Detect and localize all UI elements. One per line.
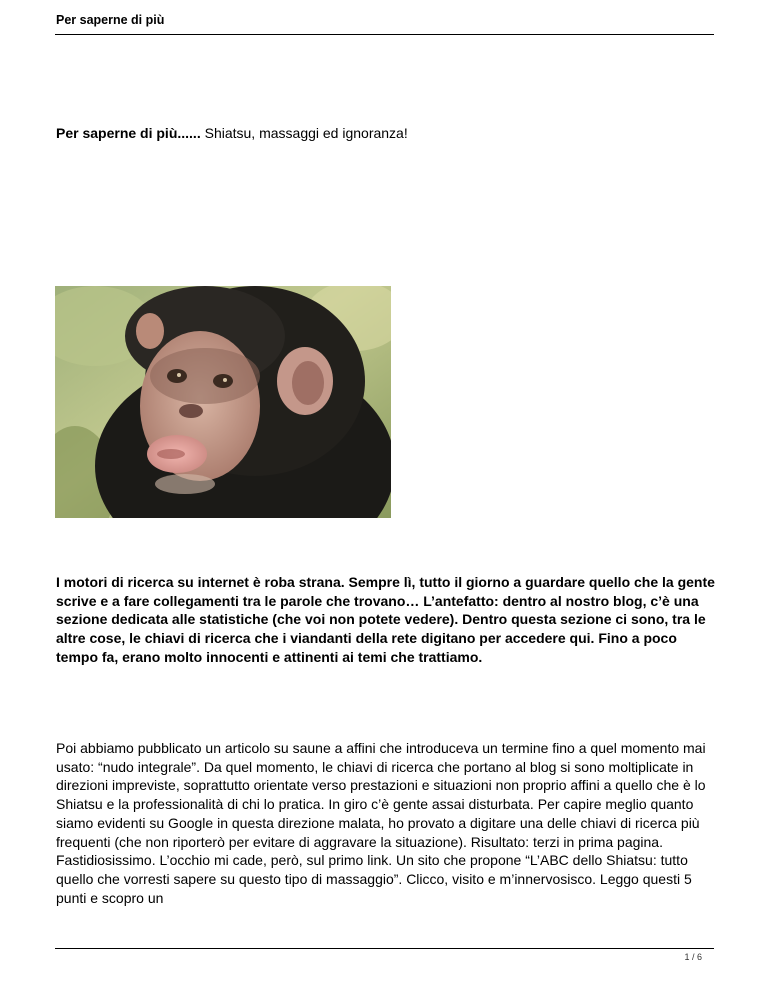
post-title-bold: Per saperne di più...... (56, 125, 201, 141)
page-number: 1 / 6 (684, 952, 702, 962)
chimpanzee-photo (55, 286, 391, 518)
article-body: Poi abbiamo pubblicato un articolo su saune a affini che introduceva un termine fino a quel momento mai usato: “nudo integrale”. Da quel momento, le chiavi di ricerca che portano al blog si sono moltiplicate in direzioni impreviste, soprattutto orientate verso prestazioni e situazioni non proprio affini a quello che è lo Shiatsu e la professionalità di chi lo pratica. In giro c’è gente assai disturbata. Per capire meglio quanto siamo evidenti su Google in questa direzione malata, ho provato a digitare una delle chiavi di ricerca più frequenti (che non riporterò per evitare di aggravare la situazione). Risultato: terzi in prima pagina. Fastidiosissimo. L’occhio mi cade, però, sul primo link. Un sito che propone “L’ABC dello Shiatsu: tutto quello che vorresti sapere su questo tipo di massaggio”. Clicco, visito e m’innervosisco. Leggo questi 5 punti e scopro un (56, 740, 706, 906)
footer-divider (55, 948, 714, 949)
page-header-title: Per saperne di più (56, 13, 165, 27)
article-intro: I motori di ricerca su internet è roba strana. Sempre lì, tutto il giorno a guardare quello che la gente scrive e a fare collegamenti tra le parole che trovano… L’antefatto: dentro al nostro blog, c’è una sezione dedicata alle statistiche (che voi non potete vedere). Dentro questa sezione ci sono, tra le altre cose, le chiavi di ricerca che i viandanti della rete digitano per accedere qui. Fino a poco tempo fa, erano molto innocenti e attinenti ai temi che trattiamo. (56, 574, 715, 665)
header-divider (55, 34, 714, 35)
post-title-rest: Shiatsu, massaggi ed ignoranza! (200, 125, 408, 141)
post-title (56, 124, 408, 142)
